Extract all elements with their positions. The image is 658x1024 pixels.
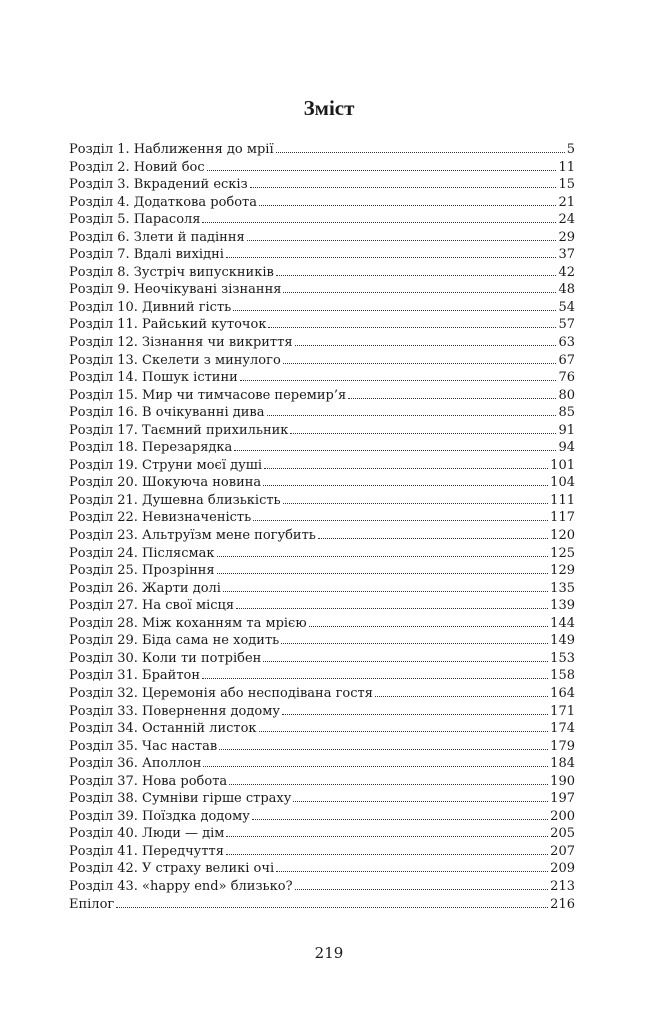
toc-entry: [69, 422, 575, 440]
toc-entry: [69, 597, 575, 615]
dot-leader: [263, 661, 548, 662]
toc-entry: [69, 492, 575, 510]
toc-entry-label: Розділ 34. Останній листок: [69, 721, 257, 737]
toc-entry: [69, 509, 575, 527]
dot-leader: [263, 485, 548, 486]
toc-entry-page: 5: [566, 142, 575, 157]
dot-leader: [217, 573, 549, 574]
toc-entry: [69, 299, 575, 317]
toc-entry-page: 37: [558, 247, 575, 263]
toc-entry-label: Розділ 2. Новий бос: [69, 159, 205, 175]
toc-entry-label: Розділ 6. Злети й падіння: [69, 229, 245, 245]
toc-entry-page: 207: [550, 843, 575, 859]
toc-entry-page: 117: [550, 510, 575, 526]
toc-entry-page: 15: [558, 177, 575, 193]
dot-leader: [267, 415, 557, 416]
toc-entry-label: Розділ 17. Таємний прихильник: [69, 422, 289, 438]
page-number: 219: [314, 944, 344, 962]
dot-leader: [276, 152, 565, 153]
toc-entry-label: Розділ 4. Додаткова робота: [69, 194, 257, 210]
toc-entry: [69, 650, 575, 668]
toc-entry-page: 29: [558, 229, 575, 245]
toc-entry: [69, 896, 575, 914]
toc-entry: [69, 211, 575, 229]
dot-leader: [276, 275, 557, 276]
toc-entry: [69, 615, 575, 633]
dot-leader: [295, 345, 557, 346]
toc-entry-page: 21: [558, 194, 575, 210]
toc-entry-page: 63: [558, 335, 575, 351]
toc-entry-page: 125: [550, 545, 575, 561]
toc-entry: [69, 194, 575, 212]
toc-entry: [69, 457, 575, 475]
toc-entry-label: Розділ 43. «happy end» близько?: [69, 878, 293, 894]
dot-leader: [283, 292, 556, 293]
toc-entry: [69, 159, 575, 177]
dot-leader: [236, 608, 548, 609]
toc-entry-page: 111: [550, 492, 575, 508]
toc-entry-page: 149: [550, 633, 575, 649]
toc-entry-label: Розділ 28. Між коханням та мрією: [69, 615, 307, 631]
toc-entry-label: Розділ 21. Душевна близькість: [69, 492, 281, 508]
toc-entry-label: Розділ 30. Коли ти потрібен: [69, 650, 262, 666]
toc-entry: [69, 246, 575, 264]
toc-entry-label: Розділ 36. Аполлон: [69, 756, 202, 772]
dot-leader: [223, 591, 548, 592]
toc-entry-page: 190: [550, 773, 575, 789]
toc-entry-label: Епілог: [69, 896, 115, 912]
toc-entry: [69, 755, 575, 773]
toc-entry: [69, 404, 575, 422]
dot-leader: [217, 556, 549, 557]
dot-leader: [233, 310, 556, 311]
dot-leader: [259, 205, 556, 206]
toc-entry-page: 158: [550, 668, 575, 684]
toc-entry-label: Розділ 19. Струни моєї душі: [69, 457, 263, 473]
toc-entry-page: 67: [558, 352, 575, 368]
toc-entry-page: 139: [550, 598, 575, 614]
toc-entry-label: Розділ 26. Жарти долі: [69, 580, 221, 596]
toc-entry-page: 135: [550, 580, 575, 596]
toc-entry-page: 80: [558, 387, 575, 403]
toc-entry-label: Розділ 38. Сумніви гірше страху: [69, 791, 292, 807]
dot-leader: [247, 240, 557, 241]
table-of-contents: [69, 141, 575, 913]
toc-entry: [69, 527, 575, 545]
toc-entry-page: 24: [558, 212, 575, 228]
toc-entry-page: 200: [550, 808, 575, 824]
toc-entry-page: 91: [558, 422, 575, 438]
toc-entry: [69, 352, 575, 370]
toc-entry-page: 164: [550, 685, 575, 701]
toc-entry: [69, 281, 575, 299]
toc-entry-page: 54: [558, 299, 575, 315]
toc-entry-page: 171: [550, 703, 575, 719]
toc-entry-label: Розділ 31. Брайтон: [69, 668, 200, 684]
toc-entry: [69, 790, 575, 808]
toc-entry-label: Розділ 24. Післясмак: [69, 545, 215, 561]
dot-leader: [375, 696, 548, 697]
dot-leader: [203, 766, 548, 767]
dot-leader: [226, 836, 548, 837]
toc-entry-label: Розділ 22. Невизначеність: [69, 510, 252, 526]
toc-entry: [69, 316, 575, 334]
dot-leader: [283, 363, 557, 364]
dot-leader: [318, 538, 548, 539]
toc-entry: [69, 703, 575, 721]
toc-entry-page: 153: [550, 650, 575, 666]
dot-leader: [293, 801, 548, 802]
toc-entry-label: Розділ 29. Біда сама не ходить: [69, 633, 280, 649]
toc-entry-label: Розділ 27. На свої місця: [69, 598, 235, 614]
toc-entry-label: Розділ 9. Неочікувані зізнання: [69, 282, 282, 298]
toc-entry-page: 101: [550, 457, 575, 473]
toc-entry-page: 85: [558, 405, 575, 421]
toc-entry-label: Розділ 10. Дивний гість: [69, 299, 232, 315]
toc-entry: [69, 562, 575, 580]
toc-entry-label: Розділ 20. Шокуюча новина: [69, 475, 262, 491]
toc-entry-label: Розділ 3. Вкрадений ескіз: [69, 177, 248, 193]
toc-entry-page: 184: [550, 756, 575, 772]
toc-entry-label: Розділ 25. Прозріння: [69, 563, 215, 579]
dot-leader: [253, 520, 548, 521]
toc-entry-page: 197: [550, 791, 575, 807]
toc-entry-label: Розділ 40. Люди — дім: [69, 826, 225, 842]
toc-entry-label: Розділ 15. Мир чи тимчасове перемир’я: [69, 387, 347, 403]
toc-entry-page: 174: [550, 721, 575, 737]
toc-entry-page: 144: [550, 615, 575, 631]
toc-entry-label: Розділ 23. Альтруїзм мене погубить: [69, 528, 316, 544]
toc-entry-label: Розділ 8. Зустріч випускників: [69, 264, 274, 280]
toc-entry-label: Розділ 1. Наближення до мрії: [69, 142, 274, 157]
dot-leader: [240, 380, 557, 381]
dot-leader: [282, 714, 548, 715]
toc-entry: [69, 808, 575, 826]
toc-entry: [69, 387, 575, 405]
dot-leader: [268, 327, 556, 328]
page-title: Зміст: [303, 96, 355, 120]
toc-entry-label: Розділ 12. Зізнання чи викриття: [69, 335, 293, 351]
toc-entry: [69, 369, 575, 387]
toc-entry: [69, 632, 575, 650]
toc-entry-page: 213: [550, 878, 575, 894]
toc-entry: [69, 685, 575, 703]
dot-leader: [283, 503, 549, 504]
toc-entry-label: Розділ 18. Перезарядка: [69, 440, 233, 456]
toc-entry-label: Розділ 11. Райський куточок: [69, 317, 267, 333]
toc-entry: [69, 773, 575, 791]
toc-entry-label: Розділ 33. Повернення додому: [69, 703, 280, 719]
toc-entry-page: 48: [558, 282, 575, 298]
toc-entry-label: Розділ 14. Пошук істини: [69, 370, 238, 386]
toc-entry-page: 205: [550, 826, 575, 842]
dot-leader: [290, 433, 556, 434]
toc-entry: [69, 141, 575, 159]
dot-leader: [309, 626, 549, 627]
toc-entry-label: Розділ 7. Вдалі вихідні: [69, 247, 224, 263]
toc-entry-label: Розділ 41. Передчуття: [69, 843, 224, 859]
dot-leader: [276, 871, 548, 872]
dot-leader: [348, 398, 556, 399]
toc-entry-page: 129: [550, 563, 575, 579]
dot-leader: [234, 450, 556, 451]
dot-leader: [207, 170, 557, 171]
toc-entry-label: Розділ 35. Час настав: [69, 738, 218, 754]
dot-leader: [252, 819, 548, 820]
dot-leader: [259, 731, 549, 732]
toc-entry-page: 57: [558, 317, 575, 333]
toc-entry: [69, 738, 575, 756]
toc-entry-page: 94: [558, 440, 575, 456]
toc-entry-label: Розділ 42. У страху великі очі: [69, 861, 275, 877]
toc-entry: [69, 580, 575, 598]
toc-entry-page: 179: [550, 738, 575, 754]
toc-entry-label: Розділ 37. Нова робота: [69, 773, 228, 789]
toc-entry: [69, 474, 575, 492]
toc-entry-label: Розділ 32. Церемонія або несподівана гостя: [69, 685, 373, 701]
dot-leader: [264, 468, 548, 469]
toc-entry: [69, 229, 575, 247]
toc-entry: [69, 878, 575, 896]
toc-entry: [69, 667, 575, 685]
dot-leader: [219, 749, 548, 750]
dot-leader: [226, 257, 557, 258]
toc-entry-page: 104: [550, 475, 575, 491]
toc-entry-page: 76: [558, 370, 575, 386]
toc-entry: [69, 439, 575, 457]
toc-entry-page: 209: [550, 861, 575, 877]
dot-leader: [226, 854, 548, 855]
toc-entry: [69, 545, 575, 563]
toc-entry: [69, 720, 575, 738]
toc-entry-label: Розділ 13. Скелети з минулого: [69, 352, 281, 368]
toc-entry-page: 11: [558, 159, 575, 175]
toc-entry: [69, 264, 575, 282]
dot-leader: [229, 784, 548, 785]
toc-entry: [69, 860, 575, 878]
toc-entry-label: Розділ 39. Поїздка додому: [69, 808, 250, 824]
toc-entry: [69, 334, 575, 352]
dot-leader: [250, 187, 557, 188]
toc-entry: [69, 843, 575, 861]
dot-leader: [116, 907, 548, 908]
dot-leader: [295, 889, 549, 890]
toc-entry-page: 216: [550, 896, 575, 912]
toc-entry: [69, 825, 575, 843]
dot-leader: [202, 222, 556, 223]
toc-entry-label: Розділ 5. Парасоля: [69, 212, 201, 228]
toc-entry-label: Розділ 16. В очікуванні дива: [69, 405, 265, 421]
dot-leader: [202, 678, 548, 679]
dot-leader: [281, 643, 548, 644]
toc-entry-page: 120: [550, 528, 575, 544]
toc-entry-page: 42: [558, 264, 575, 280]
toc-entry: [69, 176, 575, 194]
